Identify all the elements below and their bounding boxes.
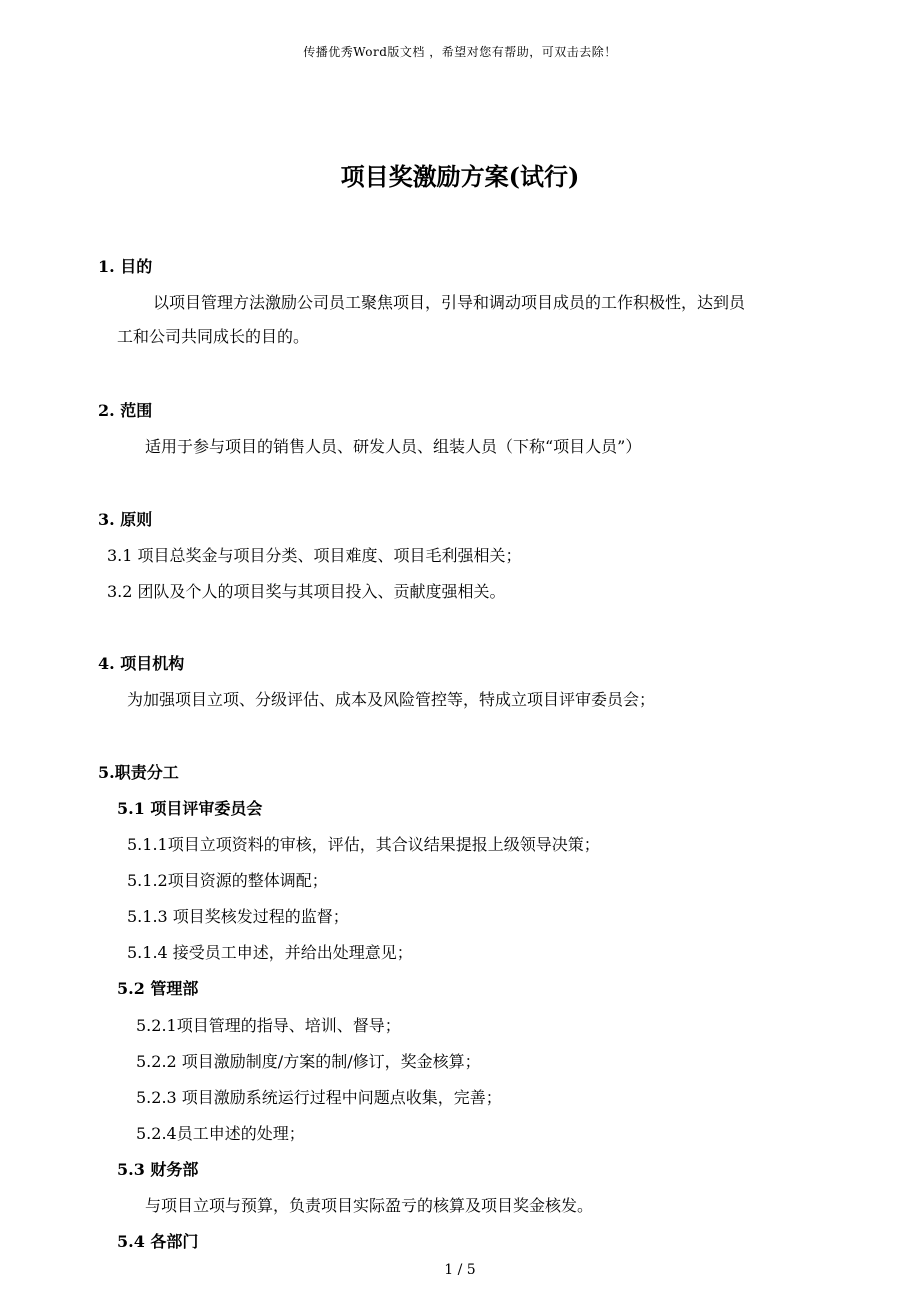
subsection-5-2-heading: 5.2 管理部 — [117, 979, 199, 998]
section-2-heading: 2. 范围 — [98, 401, 153, 420]
subsection-5-2-item: 5.2.2 项目激励制度/方案的制/修订，奖金核算； — [136, 1052, 481, 1071]
section-3-item: 3.1 项目总奖金与项目分类、项目难度、项目毛利强相关； — [107, 546, 522, 565]
section-5-heading: 5.职责分工 — [98, 763, 179, 782]
subsection-5-3-heading: 5.3 财务部 — [117, 1160, 199, 1179]
section-1-paragraph-line-2: 工和公司共同成长的目的。 — [117, 327, 310, 346]
subsection-5-2-item: 5.2.1项目管理的指导、培训、督导； — [136, 1016, 401, 1035]
section-3-heading: 3. 原则 — [98, 510, 153, 529]
section-1-heading: 1. 目的 — [98, 257, 153, 276]
section-4-heading: 4. 项目机构 — [98, 654, 185, 673]
page-indicator: 1 / 5 — [444, 1262, 476, 1278]
subsection-5-1-item: 5.1.1项目立项资料的审核，评估，其合议结果提报上级领导决策； — [127, 835, 600, 854]
document-title: 项目奖激励方案(试行) — [340, 162, 580, 191]
section-4-paragraph: 为加强项目立项、分级评估、成本及风险管控等，特成立项目评审委员会； — [127, 690, 656, 709]
subsection-5-1-item: 5.1.4 接受员工申述，并给出处理意见； — [127, 943, 413, 962]
subsection-5-1-item: 5.1.3 项目奖核发过程的监督； — [127, 907, 349, 926]
subsection-5-2-item: 5.2.3 项目激励系统运行过程中问题点收集，完善； — [136, 1088, 502, 1107]
subsection-5-1-heading: 5.1 项目评审委员会 — [117, 799, 263, 818]
section-2-paragraph: 适用于参与项目的销售人员、研发人员、组装人员（下称“项目人员”） — [145, 437, 642, 456]
section-1-paragraph-line-1: 以项目管理方法激励公司员工聚焦项目，引导和调动项目成员的工作积极性，达到员 — [153, 293, 746, 312]
header-banner: 传播优秀Word版文档 ，希望对您有帮助，可双击去除！ — [303, 45, 617, 59]
subsection-5-4-heading: 5.4 各部门 — [117, 1232, 199, 1251]
subsection-5-2-item: 5.2.4员工申述的处理； — [136, 1124, 305, 1143]
subsection-5-1-item: 5.1.2项目资源的整体调配； — [127, 871, 328, 890]
subsection-5-3-paragraph: 与项目立项与预算，负责项目实际盈亏的核算及项目奖金核发。 — [145, 1196, 594, 1215]
section-3-item: 3.2 团队及个人的项目奖与其项目投入、贡献度强相关。 — [107, 582, 506, 601]
